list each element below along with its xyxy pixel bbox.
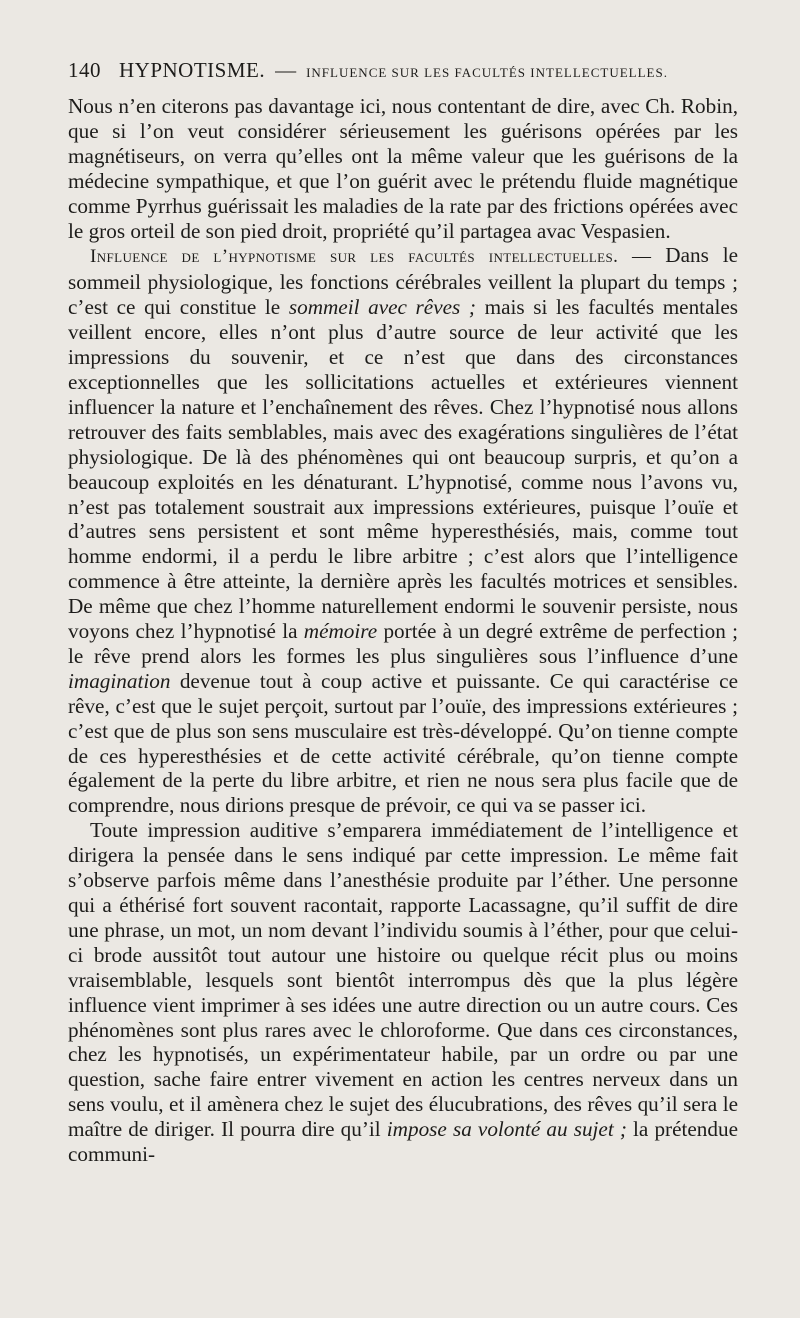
paragraph-3-text-2: la prétendue communi- bbox=[68, 1117, 738, 1167]
header-separator: — bbox=[275, 58, 297, 82]
paragraph-2 bbox=[68, 243, 738, 818]
paragraph-2-text-4: devenue tout à coup active et puissante. Ce qui caractérise ce rêve, c’est que le sujet perçoit, surtout par l’ouïe, des impressions extérieures ; c’est que de plus son sens musculaire est très-développé. Qu’on tienne compte de ces hyperesthésies et de cette activité cérébrale, qu’on tienne compte également de la perte du libre arbitre, et rien ne nous sera plus facile que de comprendre, nous dirions presque de prévoir, ce qui va se passer ici. bbox=[68, 668, 738, 818]
paragraph-2-text-2: mais si les facultés mentales veillent encore, elles n’ont plus d’autre source de leur activité que les impressions du souvenir, et ce n’est que dans des circonstances exceptionnelles que les sollicitations actuelles et extérieures viennent influencer la nature et l’enchaînement des rêves. Chez l’hypnotisé nous allons retrouver des faits semblables, mais avec des exagérations singulières de l’état physiologique. De là des phénomènes qui ont beaucoup surpris, et qu’on a beaucoup exploités en les dénaturant. L’hypnotisé, comme nous l’avons vu, n’est pas totalement soustrait aux impressions extérieures, puisque l’ouïe et d’autres sens persistent et sont même hyperesthésiés, mais, comme tout homme endormi, il a perdu le libre arbitre ; c’est alors que l’intelligence commence à être atteinte, la dernière après les facultés motrices et sensibles. De même que chez l’homme naturellement endormi le souvenir persiste, nous voyons chez l’hypnotisé la bbox=[68, 295, 739, 644]
page-number: 140 bbox=[68, 58, 101, 82]
emphasis-sommeil-avec-reves: sommeil avec rêves ; bbox=[288, 295, 476, 320]
paragraph-3-text-1: Toute impression auditive s’emparera immédiatement de l’intelligence et dirigera la pensée dans le sens indiqué par cette impression. Le même fait s’observe parfois même dans l’anesthésie produite par l’éther. Une personne qui a éthérisé fort souvent racontait, rapporte Lacassagne, qu’il suffit de dire une phrase, un mot, un nom devant l’individu soumis à l’éther, pour que celui-ci brode aussitôt tout autour une histoire ou quelque récit plus ou moins vraisemblable, lesquels sont bientôt interrompus dès que la plus légère influence vient imprimer à ses idées une autre direction ou un autre cours. Ces phénomènes sont plus rares avec le chloroforme. Que dans ces circonstances, chez les hypnotisés, un expérimentateur habile, par un ordre ou par une question, sache faire entrer vivement en action les centres nerveux dans un sens voulu, et il amènera chez le sujet des élucubrations, des rêves qu’il sera le maître de diriger. Il pourra dire qu’il bbox=[68, 818, 738, 1142]
emphasis-impose-sa-volonte: impose sa volonté au sujet ; bbox=[386, 1117, 627, 1142]
section-caption: INFLUENCE SUR LES FACULTÉS INTELLECTUELLES. bbox=[306, 65, 668, 80]
text-body bbox=[68, 94, 738, 1167]
section-heading: Influence de l’hypnotisme sur les facultés intellectuelles. — bbox=[90, 246, 652, 268]
running-head bbox=[68, 58, 738, 90]
emphasis-memoire: mémoire bbox=[303, 619, 378, 644]
paragraph-1-text: Nous n’en citerons pas davantage ici, nous contentant de dire, avec Ch. Robin, que si l’on veut considérer sérieusement les guérisons opérées par les magnétiseurs, on verra qu’elles ont la même valeur que les guérisons de la médecine sympathique, et que l’on guérit avec le prétendu fluide magnétique comme Pyrrhus guérissait les maladies de la rate par des frictions opérées avec le gros orteil de son pied droit, propriété qu’il partagea avac Vespasien. bbox=[68, 94, 738, 243]
emphasis-imagination: imagination bbox=[68, 668, 171, 693]
paragraph-1 bbox=[68, 94, 738, 243]
paragraph-3 bbox=[68, 818, 738, 1167]
book-title: HYPNOTISME. bbox=[119, 58, 266, 82]
paragraph-2-text-3: portée à un degré extrême de perfection ; le rêve prend alors les formes les plus singulières sous l’influence d’une bbox=[68, 619, 739, 668]
paragraph-2-text-1: Dans le sommeil physiologique, les fonctions cérébrales veillent la plupart du temps ; c’est ce qui constitue le bbox=[68, 243, 738, 320]
